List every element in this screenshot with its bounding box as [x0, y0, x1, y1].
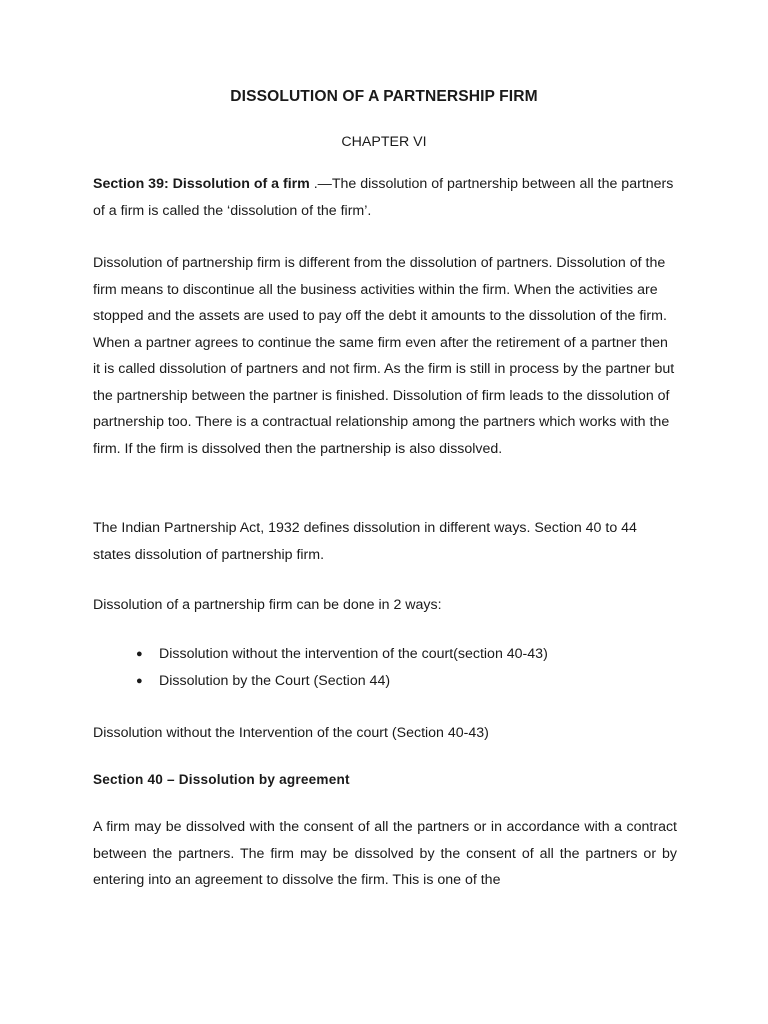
indian-partnership-act-paragraph: The Indian Partnership Act, 1932 defines dissolution in different ways. Section 40 to 44 states dissolution of partnership firm. [93, 520, 637, 563]
without-court-heading: Dissolution without the Intervention of the court (Section 40-43) [93, 725, 489, 741]
bullet-icon: ● [136, 648, 143, 660]
section-39-text: .—The dissolution of partnership between all the partners of a firm is called the ‘dissolution of the firm’. [93, 176, 674, 219]
list-item [93, 641, 677, 668]
dissolution-ways-intro: Dissolution of a partnership firm can be done in 2 ways: [93, 597, 442, 613]
chapter-heading: CHAPTER VI [341, 134, 427, 150]
bullet-icon: ● [136, 674, 143, 687]
list-item [93, 668, 677, 695]
list-item-text: Dissolution by the Court (Section 44) [159, 672, 391, 689]
list-item-text: Dissolution without the intervention of the court(section 40-43) [159, 646, 548, 662]
dissolution-explanation-paragraph: Dissolution of partnership firm is different from the dissolution of partners. Dissolution of the firm means to discontinue all the business activities within the firm. When the activities are stopped and the assets are used to pay off the debt it amounts to the dissolution of the firm. When a partner agrees to continue the same firm even after the retirement of a partner then it is called dissolution of partners and not firm. As the firm is still in process by the partner but the partnership between the partner is finished. Dissolution of firm leads to the dissolution of partnership too. There is a contractual relationship among the partners which works with the firm. If the firm is dissolved then the partnership is also dissolved. [93, 255, 675, 457]
dissolution-ways-list [93, 641, 677, 694]
section-40-paragraph: A firm may be dissolved with the consent of all the partners or in accordance with a contract between the partners. The firm may be dissolved by the consent of all the partners or by entering into an agreement to dissolve the firm. This is one of the [93, 819, 677, 888]
section-39-heading: Section 39: Dissolution of a firm [93, 176, 310, 192]
section-40-heading: Section 40 – Dissolution by agreement [93, 772, 350, 787]
document-title: DISSOLUTION OF A PARTNERSHIP FIRM [230, 88, 538, 105]
section-39-paragraph [93, 171, 677, 224]
